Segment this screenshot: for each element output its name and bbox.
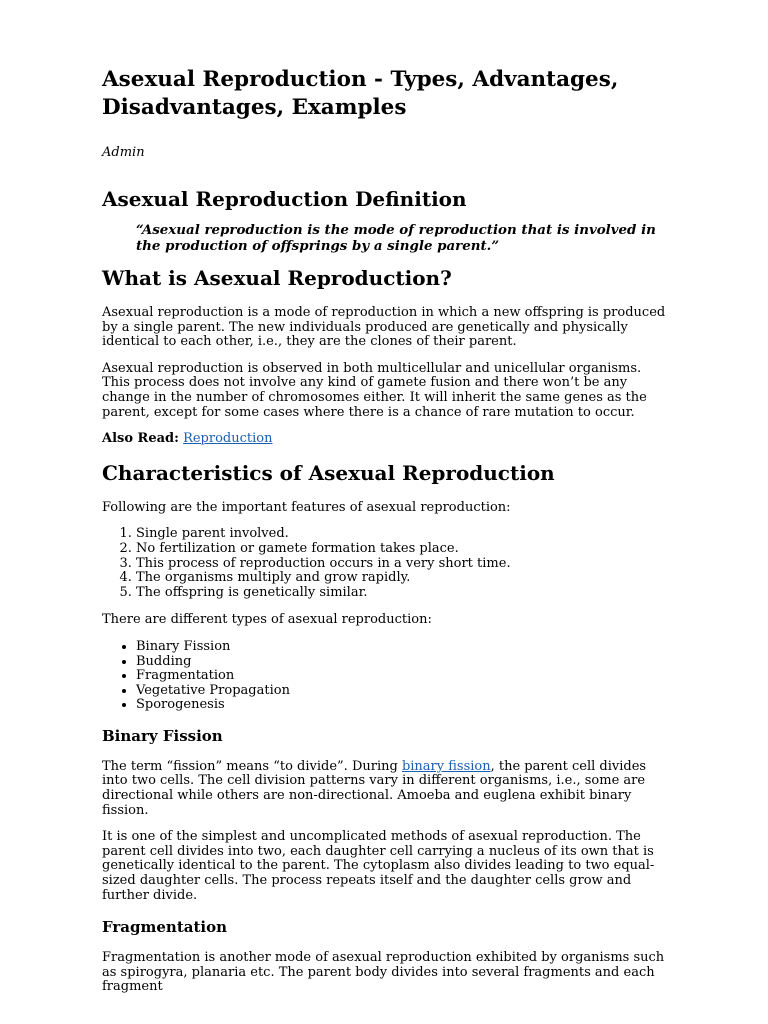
heading-characteristics: Characteristics of Asexual Reproduction: [102, 460, 555, 485]
list-item: 4. The organisms multiply and grow rapidly.: [136, 571, 670, 586]
article-body: [102, 185, 670, 995]
types-intro: There are different types of asexual reproduction:: [102, 612, 432, 628]
binary-fission-text-pre: The term “fission” means “to divide”. During: [102, 758, 402, 774]
features-list: [102, 527, 670, 600]
also-read-line: [102, 432, 670, 447]
list-item: 1. Single parent involved.: [136, 527, 670, 542]
also-read-label: Also Read:: [102, 431, 179, 447]
list-item: 5. The offspring is genetically similar.: [136, 586, 670, 601]
list-item: • Fragmentation: [136, 669, 670, 684]
paragraph-intro-1: Asexual reproduction is a mode of reproduction in which a new offspring is produced by a single parent. The new individuals produced are genetically and physically identical to each other, i.e., they are the clones of their parent.: [102, 305, 666, 350]
heading-definition: Asexual Reproduction Definition: [102, 187, 467, 211]
features-intro: Following are the important features of asexual reproduction:: [102, 499, 511, 515]
paragraph-binary-fission-1: [102, 760, 670, 818]
list-item: • Vegetative Propagation: [136, 684, 670, 699]
list-item: 2. No fertilization or gamete formation takes place.: [136, 542, 670, 557]
binary-fission-text-post: , the parent cell divides into two cells. The cell division patterns vary in different organisms, i.e., some are directional while others are non-directional. Amoeba and euglena exhibit binary fission.: [102, 758, 647, 818]
author-name: Admin: [102, 145, 145, 160]
heading-binary-fission: Binary Fission: [102, 726, 223, 745]
reproduction-link[interactable]: Reproduction: [183, 431, 273, 447]
paragraph-fragmentation-1: Fragmentation is another mode of asexual reproduction exhibited by organisms such as spirogyra, planaria etc. The parent body divides into several fragments and each fragment: [102, 950, 665, 995]
heading-what-is: What is Asexual Reproduction?: [102, 266, 452, 290]
definition-quote: “Asexual reproduction is the mode of reproduction that is involved in the production of offsprings by a single parent.”: [136, 222, 656, 254]
list-item: 3. This process of reproduction occurs in a very short time.: [136, 557, 670, 572]
binary-fission-link[interactable]: binary fission: [401, 758, 491, 774]
list-item: • Binary Fission: [136, 640, 670, 655]
list-item: • Budding: [136, 655, 670, 670]
list-item: • Sporogenesis: [136, 698, 670, 713]
heading-fragmentation: Fragmentation: [102, 918, 228, 937]
page-title: Asexual Reproduction - Types, Advantages, Disadvantages, Examples: [102, 67, 619, 120]
paragraph-binary-fission-2: It is one of the simplest and uncomplicated methods of asexual reproduction. The parent cell divides into two, each daughter cell carrying a nucleus of its own that is genetically identical to the parent. The cytoplasm also divides leading to two equal-sized daughter cells. The process repeats itself and the daughter cells grow and further divide.: [102, 829, 655, 903]
types-list: [102, 640, 670, 713]
paragraph-intro-2: Asexual reproduction is observed in both multicellular and unicellular organisms. This process does not involve any kind of gamete fusion and there won’t be any change in the number of chromosomes either. It will inherit the same genes as the parent, except for some cases where there is a chance of rare mutation to occur.: [102, 360, 647, 420]
